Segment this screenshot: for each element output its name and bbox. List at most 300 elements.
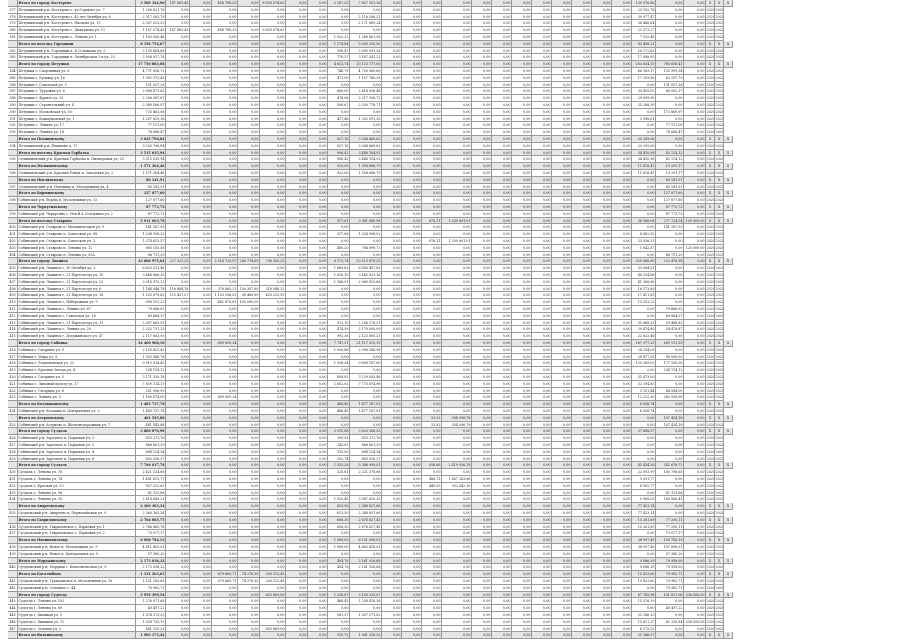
value-cell: 0,00 bbox=[308, 272, 328, 279]
value-cell: 0,00 bbox=[260, 347, 286, 354]
total-cell: 2 898 871,62 bbox=[136, 88, 166, 95]
value-cell: 926,66 bbox=[422, 462, 442, 469]
address-cell: Петушинский р-н, Костерево г, Ленина ул, 1 bbox=[18, 34, 136, 41]
value-cell: 0,00 bbox=[382, 408, 402, 415]
value-cell: 0,00 bbox=[382, 551, 402, 558]
value-cell: 0,00 bbox=[350, 292, 382, 299]
address-cell: Собинский р-н, Лакинск г, 21 Партсъезда ул, 18 bbox=[18, 292, 136, 299]
value-cell: 0,00 bbox=[402, 313, 422, 320]
value-cell: 0,00 bbox=[592, 54, 612, 61]
value-cell: 0,00 bbox=[552, 68, 572, 75]
address-cell: Петушки г, Ленина ул, 17 bbox=[18, 122, 136, 129]
table-row bbox=[8, 95, 733, 102]
value-cell: 0,00 bbox=[532, 306, 552, 313]
value-cell: 0,00 bbox=[350, 476, 382, 483]
value-cell: 0,00 bbox=[238, 490, 260, 497]
value-cell: X bbox=[706, 428, 715, 435]
value-cell: X bbox=[706, 0, 715, 7]
value-cell: 0,00 bbox=[308, 632, 328, 639]
address-cell: Петушки г, Ленина ул, 18 bbox=[18, 129, 136, 136]
value-cell: 0,00 bbox=[684, 367, 706, 374]
table-row bbox=[8, 7, 733, 14]
value-cell: 0,00 bbox=[612, 211, 632, 218]
value-cell: 2020 bbox=[706, 551, 715, 558]
value-cell: 0,00 bbox=[422, 109, 442, 116]
value-cell: 0,00 bbox=[402, 204, 422, 211]
value-cell: 0,00 bbox=[684, 20, 706, 27]
value-cell: 2020 bbox=[706, 82, 715, 89]
value-cell: 0,00 bbox=[572, 632, 592, 639]
value-cell: 0,00 bbox=[190, 224, 212, 231]
value-cell: 0,00 bbox=[308, 503, 328, 510]
value-cell: 0,00 bbox=[532, 558, 552, 565]
value-cell: 0,00 bbox=[286, 415, 308, 422]
value-cell: 0,00 bbox=[422, 211, 442, 218]
total-cell: 1 571 304,46 bbox=[136, 163, 166, 170]
value-cell: 0,00 bbox=[684, 231, 706, 238]
value-cell: 0,00 bbox=[572, 503, 592, 510]
value-cell: 0,00 bbox=[328, 14, 350, 21]
value-cell: 0,00 bbox=[684, 95, 706, 102]
value-cell: 0,00 bbox=[472, 510, 492, 517]
value-cell: 0,00 bbox=[286, 612, 308, 619]
value-cell: 0,00 bbox=[442, 170, 472, 177]
value-cell: 2020 bbox=[706, 265, 715, 272]
value-cell: 0,00 bbox=[632, 530, 656, 537]
address-cell: Собинский р-н, Лакинск г, 21 Партсъезда ул, 15 bbox=[18, 272, 136, 279]
value-cell: 0,00 bbox=[492, 612, 512, 619]
address-cell: Итого по городу Костерево bbox=[18, 0, 136, 7]
value-cell: X bbox=[706, 340, 715, 347]
value-cell: 0,00 bbox=[612, 340, 632, 347]
table-row bbox=[8, 435, 733, 442]
value-cell: 0,00 bbox=[190, 41, 212, 48]
value-cell: 2020 bbox=[706, 143, 715, 150]
table-row bbox=[8, 184, 733, 191]
value-cell: 0,00 bbox=[512, 156, 532, 163]
row-number-cell bbox=[8, 258, 18, 265]
value-cell: 0,00 bbox=[166, 170, 190, 177]
value-cell: 0,00 bbox=[572, 184, 592, 191]
value-cell: 2 187,32 bbox=[328, 0, 350, 7]
value-cell: 0,00 bbox=[512, 347, 532, 354]
value-cell: 2 170 000,00 bbox=[350, 326, 382, 333]
value-cell: 0,00 bbox=[512, 14, 532, 21]
value-cell: 0,00 bbox=[190, 238, 212, 245]
address-cell: Собинский р-н, Черкутино с, Нов.В А Солоухина ул, 2 bbox=[18, 211, 136, 218]
value-cell: 0,00 bbox=[286, 578, 308, 585]
value-cell: 0,00 bbox=[402, 598, 422, 605]
row-number-cell: 423 bbox=[8, 394, 18, 401]
value-cell: 0,00 bbox=[592, 564, 612, 571]
value-cell: 227 321,25 bbox=[166, 258, 190, 265]
value-cell: 0,00 bbox=[552, 252, 572, 259]
value-cell: 31 473,00 bbox=[632, 374, 656, 381]
value-cell: 0,00 bbox=[442, 340, 472, 347]
table-row bbox=[8, 211, 733, 218]
total-cell: 80 141,91 bbox=[136, 177, 166, 184]
value-cell: 0,00 bbox=[166, 360, 190, 367]
value-cell: 0,00 bbox=[572, 224, 592, 231]
value-cell: 0,00 bbox=[656, 598, 684, 605]
value-cell: 0,00 bbox=[308, 0, 328, 7]
table-row bbox=[8, 252, 733, 259]
value-cell: 0,00 bbox=[350, 605, 382, 612]
value-cell: 0,00 bbox=[402, 428, 422, 435]
value-cell: 0,00 bbox=[260, 238, 286, 245]
value-cell: 0,00 bbox=[572, 585, 592, 592]
value-cell: 0,00 bbox=[402, 415, 422, 422]
value-cell: 223 476,98 bbox=[656, 258, 684, 265]
value-cell: 0,00 bbox=[552, 231, 572, 238]
value-cell: 0,00 bbox=[552, 524, 572, 531]
table-row bbox=[8, 408, 733, 415]
value-cell: 581,37 bbox=[328, 612, 350, 619]
value-cell: 2 014 733,07 bbox=[212, 258, 238, 265]
total-cell: 3 515 035,94 bbox=[136, 150, 166, 157]
value-cell: 0,00 bbox=[166, 224, 190, 231]
value-cell: 0,00 bbox=[212, 585, 238, 592]
value-cell: 0,00 bbox=[612, 252, 632, 259]
value-cell: 0,00 bbox=[308, 143, 328, 150]
value-cell: 2020 bbox=[715, 122, 724, 129]
value-cell: 0,00 bbox=[212, 517, 238, 524]
address-cell: Собинский р-н, Ставрово п, Ленина ул, 12 bbox=[18, 245, 136, 252]
value-cell: 2020 bbox=[715, 156, 724, 163]
value-cell: 0,00 bbox=[308, 347, 328, 354]
address-cell: Собинский р-н, Заречное п, Парковая ул, 2 bbox=[18, 435, 136, 442]
value-cell: 0,00 bbox=[512, 190, 532, 197]
value-cell: 0,00 bbox=[442, 265, 472, 272]
value-cell: 0,00 bbox=[190, 571, 212, 578]
total-cell: 57 380,20 bbox=[136, 551, 166, 558]
value-cell: X bbox=[715, 592, 724, 599]
value-cell: 0,00 bbox=[532, 388, 552, 395]
value-cell: 0,00 bbox=[422, 326, 442, 333]
value-cell: 0,00 bbox=[422, 82, 442, 89]
value-cell: 0,00 bbox=[402, 401, 422, 408]
value-cell: 0,00 bbox=[552, 163, 572, 170]
value-cell: 0,00 bbox=[612, 177, 632, 184]
value-cell: 0,00 bbox=[402, 252, 422, 259]
total-cell: 77 111,00 bbox=[136, 122, 166, 129]
value-cell: 0,00 bbox=[382, 449, 402, 456]
value-cell: 0,00 bbox=[492, 530, 512, 537]
value-cell: 2020 bbox=[715, 34, 724, 41]
value-cell: 0,00 bbox=[286, 469, 308, 476]
value-cell: 0,00 bbox=[512, 510, 532, 517]
value-cell: 0,00 bbox=[190, 537, 212, 544]
value-cell: 0,00 bbox=[552, 462, 572, 469]
value-cell: 0,00 bbox=[512, 265, 532, 272]
value-cell: 0,00 bbox=[442, 204, 472, 211]
value-cell: 906,42 bbox=[328, 150, 350, 157]
address-cell: Собинский р-н, Лакинск г, Дзержинского ул, 47 bbox=[18, 333, 136, 340]
value-cell: 0,00 bbox=[472, 381, 492, 388]
value-cell: 0,00 bbox=[422, 558, 442, 565]
value-cell: 0,00 bbox=[238, 503, 260, 510]
value-cell: 0,00 bbox=[684, 564, 706, 571]
value-cell: 338 000,00 bbox=[684, 592, 706, 599]
value-cell: 0,00 bbox=[684, 156, 706, 163]
value-cell: 0,00 bbox=[166, 510, 190, 517]
value-cell: 2020 bbox=[706, 347, 715, 354]
value-cell: 0,00 bbox=[592, 88, 612, 95]
value-cell: X bbox=[706, 150, 715, 157]
value-cell: 0,00 bbox=[592, 381, 612, 388]
value-cell: X bbox=[715, 190, 724, 197]
value-cell: 2020 bbox=[715, 299, 724, 306]
value-cell: 1 477 187,01 bbox=[350, 401, 382, 408]
row-number-cell: 426 bbox=[8, 435, 18, 442]
value-cell: 0,00 bbox=[612, 524, 632, 531]
value-cell: 0,00 bbox=[512, 197, 532, 204]
value-cell: 0,00 bbox=[328, 20, 350, 27]
value-cell: 0,00 bbox=[402, 163, 422, 170]
value-cell: 39 468,82 bbox=[656, 320, 684, 327]
value-cell: 0,00 bbox=[422, 578, 442, 585]
value-cell: 0,00 bbox=[166, 394, 190, 401]
value-cell: 0,00 bbox=[382, 204, 402, 211]
value-cell: 0,00 bbox=[286, 558, 308, 565]
value-cell: 2020 bbox=[715, 605, 724, 612]
value-cell: 0,00 bbox=[512, 578, 532, 585]
value-cell: 0,00 bbox=[308, 415, 328, 422]
value-cell: 0,00 bbox=[422, 143, 442, 150]
address-cell: Петушки г, Трудовая ул, 6 bbox=[18, 88, 136, 95]
value-cell: 0,00 bbox=[422, 374, 442, 381]
value-cell: 0,00 bbox=[238, 54, 260, 61]
value-cell: 0,00 bbox=[308, 95, 328, 102]
value-cell: 0,00 bbox=[308, 292, 328, 299]
value-cell: 0,00 bbox=[472, 503, 492, 510]
value-cell: 3 139 055,46 bbox=[350, 374, 382, 381]
value-cell: 0,00 bbox=[632, 456, 656, 463]
value-cell: 0,00 bbox=[328, 530, 350, 537]
value-cell: 0,00 bbox=[612, 476, 632, 483]
value-cell: 0,00 bbox=[286, 422, 308, 429]
table-row bbox=[8, 612, 733, 619]
value-cell: 0,00 bbox=[612, 61, 632, 68]
value-cell: 0,00 bbox=[286, 354, 308, 361]
value-cell: 0,00 bbox=[612, 442, 632, 449]
address-cell: Суздаль г, Ленина ул, 10 bbox=[18, 496, 136, 503]
value-cell: 2020 bbox=[706, 109, 715, 116]
value-cell: 2020 bbox=[706, 292, 715, 299]
value-cell: 878,11 bbox=[422, 218, 442, 225]
value-cell: 0,00 bbox=[512, 116, 532, 123]
value-cell: X bbox=[715, 462, 724, 469]
value-cell: 0,00 bbox=[572, 571, 592, 578]
value-cell: 0,00 bbox=[238, 408, 260, 415]
row-number-cell: 379 bbox=[8, 20, 18, 27]
value-cell: 0,00 bbox=[572, 605, 592, 612]
value-cell: 0,00 bbox=[328, 626, 350, 633]
value-cell: 0,00 bbox=[166, 449, 190, 456]
value-cell: 13 313,23 bbox=[632, 299, 656, 306]
value-cell: 0,00 bbox=[238, 82, 260, 89]
value-cell: 0,00 bbox=[238, 122, 260, 129]
value-cell: 0,00 bbox=[286, 20, 308, 27]
value-cell: 0,00 bbox=[552, 102, 572, 109]
value-cell: 0,00 bbox=[238, 449, 260, 456]
row-number-cell: 434 bbox=[8, 496, 18, 503]
value-cell: 0,00 bbox=[422, 313, 442, 320]
value-cell: 0,00 bbox=[472, 258, 492, 265]
value-cell: 0,00 bbox=[512, 109, 532, 116]
value-cell: 0,00 bbox=[552, 170, 572, 177]
value-cell: 0,00 bbox=[422, 544, 442, 551]
value-cell: X bbox=[715, 163, 724, 170]
total-cell: 2 337 523,53 bbox=[136, 20, 166, 27]
value-cell: 31 668,33 bbox=[632, 320, 656, 327]
value-cell: 0,00 bbox=[684, 517, 706, 524]
value-cell: 0,00 bbox=[350, 551, 382, 558]
value-cell: 0,00 bbox=[532, 143, 552, 150]
value-cell: 2020 bbox=[706, 14, 715, 21]
value-cell: 0,00 bbox=[656, 632, 684, 639]
value-cell: 0,00 bbox=[442, 530, 472, 537]
value-cell: 0,00 bbox=[472, 204, 492, 211]
row-number-cell: 447 bbox=[8, 626, 18, 633]
value-cell: 0,00 bbox=[492, 496, 512, 503]
value-cell: 0,00 bbox=[308, 14, 328, 21]
value-cell: 0,00 bbox=[442, 177, 472, 184]
subtotal-row bbox=[8, 163, 733, 170]
value-cell: 0,00 bbox=[684, 428, 706, 435]
total-cell: 131 057,26 bbox=[136, 82, 166, 89]
value-cell: 2020 bbox=[715, 578, 724, 585]
value-cell: 0,00 bbox=[492, 197, 512, 204]
value-cell: 0,00 bbox=[212, 415, 238, 422]
value-cell: 0,00 bbox=[572, 598, 592, 605]
value-cell: 0,00 bbox=[212, 360, 238, 367]
value-cell: 0,00 bbox=[190, 54, 212, 61]
value-cell: 0,00 bbox=[592, 347, 612, 354]
value-cell: 0,00 bbox=[472, 360, 492, 367]
total-cell: 1 234 198,23 bbox=[136, 231, 166, 238]
value-cell: 893 016,37 bbox=[350, 456, 382, 463]
value-cell: 0,00 bbox=[684, 190, 706, 197]
value-cell: 0,00 bbox=[308, 177, 328, 184]
value-cell: 77 423,14 bbox=[632, 503, 656, 510]
value-cell: 2020 bbox=[706, 367, 715, 374]
address-cell: Собинский р-н, Лакинск г, Советская ул, 18 bbox=[18, 313, 136, 320]
value-cell: 0,00 bbox=[308, 564, 328, 571]
value-cell: 0,00 bbox=[190, 177, 212, 184]
value-cell: 0,00 bbox=[190, 510, 212, 517]
value-cell: 2020 bbox=[715, 286, 724, 293]
value-cell: 0,00 bbox=[190, 632, 212, 639]
value-cell: 0,00 bbox=[328, 367, 350, 374]
value-cell: 0,00 bbox=[492, 88, 512, 95]
value-cell: 0,00 bbox=[632, 367, 656, 374]
address-cell: Итого по городу Суздаль bbox=[18, 462, 136, 469]
address-cell: Петушки г, Советская ул, 3 bbox=[18, 82, 136, 89]
value-cell: 0,00 bbox=[572, 88, 592, 95]
value-cell: X bbox=[724, 571, 733, 578]
value-cell: 0,00 bbox=[656, 272, 684, 279]
value-cell: 0,00 bbox=[492, 490, 512, 497]
row-number-cell: 381 bbox=[8, 34, 18, 41]
value-cell: X bbox=[706, 503, 715, 510]
total-cell: 87 773,72 bbox=[136, 204, 166, 211]
value-cell: 0,00 bbox=[382, 360, 402, 367]
total-cell: 1 163 050,46 bbox=[136, 34, 166, 41]
value-cell: 265 599,00 bbox=[656, 394, 684, 401]
value-cell: 0,00 bbox=[402, 578, 422, 585]
value-cell: 0,00 bbox=[532, 422, 552, 429]
value-cell: 2020 bbox=[706, 388, 715, 395]
value-cell: 0,00 bbox=[492, 129, 512, 136]
total-cell: 1 571 304,46 bbox=[136, 170, 166, 177]
value-cell: X bbox=[724, 558, 733, 565]
value-cell: 1 938,34 bbox=[328, 360, 350, 367]
value-cell: 0,00 bbox=[350, 82, 382, 89]
value-cell: 0,00 bbox=[572, 41, 592, 48]
table-row bbox=[8, 578, 733, 585]
value-cell: 0,00 bbox=[382, 313, 402, 320]
value-cell: 0,00 bbox=[592, 116, 612, 123]
value-cell: 0,00 bbox=[382, 571, 402, 578]
value-cell: 0,00 bbox=[512, 612, 532, 619]
value-cell: 0,00 bbox=[166, 456, 190, 463]
value-cell: 0,00 bbox=[212, 136, 238, 143]
value-cell: 2020 bbox=[706, 299, 715, 306]
row-number-cell bbox=[8, 136, 18, 143]
total-cell: 2 764 065,75 bbox=[136, 517, 166, 524]
value-cell: 0,00 bbox=[592, 496, 612, 503]
value-cell: 0,00 bbox=[238, 252, 260, 259]
value-cell: 0,00 bbox=[422, 279, 442, 286]
value-cell: 894 124,34 bbox=[350, 449, 382, 456]
value-cell: 0,00 bbox=[286, 136, 308, 143]
value-cell: 0,00 bbox=[308, 422, 328, 429]
value-cell: 0,00 bbox=[592, 224, 612, 231]
total-cell: 1 160 874,00 bbox=[136, 394, 166, 401]
value-cell: 0,00 bbox=[512, 211, 532, 218]
value-cell: 0,00 bbox=[212, 41, 238, 48]
address-cell: Итого по Новлянскому bbox=[18, 177, 136, 184]
value-cell: 458 788,33 bbox=[212, 0, 238, 7]
value-cell: 837,16 bbox=[328, 143, 350, 150]
value-cell: 0,00 bbox=[212, 61, 238, 68]
value-cell: 0,00 bbox=[442, 585, 472, 592]
value-cell: 6 585 497,83 bbox=[350, 265, 382, 272]
value-cell: 0,00 bbox=[632, 109, 656, 116]
value-cell: 0,00 bbox=[592, 286, 612, 293]
value-cell: 0,00 bbox=[442, 564, 472, 571]
value-cell: 0,00 bbox=[572, 449, 592, 456]
value-cell: X bbox=[706, 163, 715, 170]
value-cell: 0,00 bbox=[382, 197, 402, 204]
value-cell: 0,00 bbox=[382, 333, 402, 340]
table-row bbox=[8, 449, 733, 456]
value-cell: 0,00 bbox=[190, 462, 212, 469]
value-cell: 0,00 bbox=[572, 476, 592, 483]
value-cell: 0,00 bbox=[166, 204, 190, 211]
value-cell: 0,00 bbox=[684, 292, 706, 299]
value-cell: 0,00 bbox=[442, 109, 472, 116]
value-cell: 0,00 bbox=[286, 116, 308, 123]
value-cell: 0,00 bbox=[166, 88, 190, 95]
value-cell: 0,00 bbox=[212, 483, 238, 490]
value-cell: 0,00 bbox=[260, 381, 286, 388]
value-cell: 0,00 bbox=[532, 177, 552, 184]
value-cell: 0,00 bbox=[512, 184, 532, 191]
value-cell: 0,00 bbox=[532, 469, 552, 476]
value-cell: 0,00 bbox=[552, 367, 572, 374]
